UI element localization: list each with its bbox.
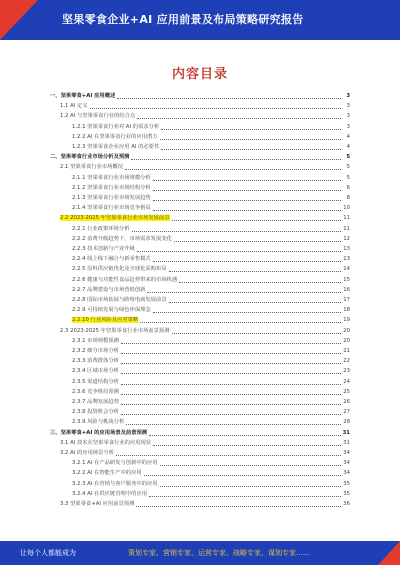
toc-dot-leader [149, 435, 341, 436]
toc-entry-label-text: 2.2.1 行业政策环境分析 [72, 225, 130, 232]
toc-entry-label [50, 388, 119, 397]
footer-bar [0, 541, 400, 565]
toc-dot-leader [153, 312, 341, 313]
toc-entry-label [50, 276, 177, 285]
footer-accent-triangle [378, 541, 400, 565]
toc-dot-leader [132, 231, 341, 232]
toc-entry-label [50, 143, 159, 152]
toc-entry[interactable] [50, 398, 350, 407]
toc-entry-label [50, 469, 142, 478]
toc-entry-label-text: 1.1 AI 定义 [60, 103, 88, 110]
toc-entry[interactable] [50, 296, 350, 305]
header-accent-triangle [0, 0, 38, 40]
toc-entry[interactable] [50, 327, 350, 336]
toc-entry-page: 15 [343, 276, 350, 283]
toc-entry-label [50, 286, 145, 295]
toc-dot-leader [144, 475, 341, 476]
toc-entry[interactable] [50, 112, 350, 121]
toc-entry-label-text: 2.3.9 风险与挑战分析 [72, 419, 125, 426]
toc-entry[interactable] [50, 357, 350, 366]
toc-dot-leader [131, 159, 341, 160]
toc-entry-label-text: 三、坚果零食+AI 的应用场景及前景预测 [50, 429, 148, 436]
toc-entry-page: 4 [346, 133, 350, 140]
toc-entry-label-text: 1.2.2 AI 在坚果零食行业的应用潜力 [72, 133, 158, 140]
toc-entry-label-text: 2.1.3 坚果零食行业市场发展趋势 [72, 195, 151, 201]
toc-entry-label [50, 112, 135, 121]
toc-entry-label-text: 2.2.7 品牌建设与市场营销创新 [72, 286, 146, 293]
toc-entry-label-text: 2.3.8 投资机会分析 [72, 409, 119, 416]
toc-entry-label [50, 194, 151, 203]
toc-dot-leader [137, 118, 341, 119]
toc-entry-page: 17 [343, 297, 350, 303]
toc-entry-label [50, 398, 119, 407]
toc-entry[interactable] [50, 102, 350, 111]
toc-dot-leader [136, 506, 341, 507]
toc-dot-leader [121, 404, 341, 405]
toc-entry-label [50, 357, 119, 366]
toc-entry[interactable] [50, 418, 350, 427]
toc-entry-label [50, 245, 135, 254]
toc-heading: 内容目录 [171, 67, 228, 82]
toc-entry-label-text: 2.3.2 细分市场分析 [72, 348, 119, 354]
toc-entry-label-text: 1.2 AI 与坚果零食行业的结合点 [60, 113, 136, 120]
toc-dot-leader [172, 220, 341, 221]
toc-entry-page: 3 [346, 113, 350, 120]
toc-entry-label [50, 255, 151, 264]
toc-dot-leader [117, 98, 341, 99]
toc-dot-leader [121, 373, 341, 374]
toc-entry-label-text: 2.3 2023-2025 年坚果零食行业市场前景预测 [60, 327, 170, 334]
toc-entry-label-text: 2.2.3 技术创新与产业升级 [72, 246, 135, 252]
toc-entry-label [50, 439, 151, 448]
toc-entry-label-text: 1.2.1 坚果零食行业对 AI 的需求分析 [72, 123, 160, 130]
toc-entry-label [50, 174, 151, 183]
toc-entry-page: 31 [342, 429, 350, 436]
toc-entry[interactable] [50, 92, 350, 101]
toc-entry-page: 34 [343, 460, 350, 467]
toc-entry-page: 36 [343, 501, 350, 507]
toc-entry-label-text: 二、坚果零食行业市场分析及预测 [50, 154, 130, 161]
toc-dot-leader [153, 445, 341, 446]
toc-dot-leader [140, 322, 341, 323]
toc-entry-page: 8 [346, 195, 350, 201]
toc-entry[interactable] [50, 490, 350, 499]
toc-entry-label [50, 225, 130, 234]
toc-dot-leader [116, 455, 341, 456]
toc-entry-label [50, 408, 119, 417]
toc-entry-label-text: 2.2.4 线上线下融合与新零售模式 [72, 256, 151, 263]
toc-entry-label [50, 367, 119, 376]
toc-entry-label-text: 2.2.5 原料供应链优化及全球化采购布局 [72, 266, 167, 273]
toc-entry[interactable] [50, 306, 350, 315]
toc-entry-page: 24 [343, 378, 350, 385]
toc-entry-page: 19 [343, 317, 350, 324]
toc-dot-leader [172, 333, 341, 334]
toc-entry-page: 5 [346, 164, 350, 171]
toc-entry-label [50, 214, 170, 223]
toc-entry-label [50, 92, 115, 101]
toc-entry-page: 34 [343, 450, 350, 456]
toc-entry[interactable] [50, 388, 350, 397]
toc-dot-leader [174, 241, 341, 242]
toc-entry[interactable] [50, 204, 350, 213]
toc-entry[interactable] [50, 429, 350, 438]
toc-entry[interactable] [50, 449, 350, 458]
toc-dot-leader [153, 210, 341, 211]
toc-entry-label [50, 163, 123, 172]
toc-entry-label-text: 3.3 坚果零食+AI 应用前景预测 [60, 501, 135, 507]
toc-entry-label [50, 500, 134, 509]
toc-dot-leader [160, 139, 341, 140]
toc-entry[interactable] [50, 337, 350, 346]
toc-entry[interactable] [50, 123, 350, 132]
toc-entry-page: 31 [343, 439, 350, 446]
toc-entry-page: 23 [343, 368, 350, 375]
toc-entry-label-text: 2.1 坚果零食行业市场概况 [60, 164, 124, 171]
toc-entry-label-text: 2.3.3 消费群体分析 [72, 358, 119, 365]
toc-entry-page: 18 [343, 307, 350, 314]
toc-entry-label [50, 184, 151, 193]
toc-dot-leader [161, 149, 341, 150]
footer-tags: 策划专家、营销专家、运营专家、战略专家、谋划专家…… [128, 549, 310, 557]
toc-entry-page: 16 [343, 286, 350, 293]
toc-entry-label [50, 480, 158, 489]
toc-entry-label [50, 449, 114, 458]
table-of-contents [50, 92, 350, 512]
toc-entry[interactable] [50, 143, 350, 152]
toc-entry-page: 27 [343, 409, 350, 416]
toc-entry[interactable] [50, 378, 350, 387]
toc-entry-label [50, 378, 119, 387]
toc-entry[interactable] [50, 265, 350, 274]
toc-entry-label-text: 3.2 AI 的应用场景分析 [60, 450, 115, 456]
toc-entry-label-text: 2.1.2 坚果零食行业市场结构分析 [72, 184, 151, 191]
toc-entry[interactable] [50, 316, 350, 325]
toc-entry[interactable] [50, 347, 350, 356]
toc-entry-label-text: 3.2.3 AI 在营销与客户服务中的应用 [72, 480, 158, 487]
toc-entry-page: 14 [343, 266, 350, 273]
toc-entry-page: 3 [346, 123, 350, 130]
toc-entry-label [50, 429, 147, 438]
toc-entry-page: 28 [343, 419, 350, 426]
toc-dot-leader [160, 465, 341, 466]
toc-entry[interactable] [50, 163, 350, 172]
toc-entry-label [50, 347, 119, 356]
toc-entry-label-text: 2.2.6 健康与功能性食品趋势带来的市场机遇 [72, 276, 178, 283]
toc-entry[interactable] [50, 459, 350, 468]
toc-entry[interactable] [50, 500, 350, 509]
toc-entry-label [50, 418, 124, 427]
toc-dot-leader [169, 271, 341, 272]
toc-entry-label [50, 316, 138, 325]
toc-entry-label [50, 123, 159, 132]
toc-entry-page: 3 [346, 93, 350, 99]
toc-entry-page: 34 [343, 470, 350, 477]
toc-entry-page: 20 [343, 337, 350, 344]
toc-entry-label [50, 265, 167, 274]
toc-entry[interactable] [50, 286, 350, 295]
toc-dot-leader [161, 129, 341, 130]
toc-entry[interactable] [50, 245, 350, 254]
toc-entry[interactable] [50, 408, 350, 417]
toc-entry-label-text: 2.3.5 渠道结构分析 [72, 378, 119, 385]
toc-dot-leader [169, 302, 341, 303]
toc-entry-label [50, 102, 88, 111]
toc-entry-label-text: 2.1.1 坚果零食行业市场规模分析 [72, 174, 151, 181]
toc-dot-leader [121, 394, 341, 395]
toc-entry-page: 26 [343, 399, 350, 405]
toc-entry-page: 11 [343, 215, 350, 222]
toc-dot-leader [126, 424, 341, 425]
toc-entry[interactable] [50, 174, 350, 183]
toc-dot-leader [147, 292, 341, 293]
toc-dot-leader [121, 353, 341, 354]
toc-entry-page: 13 [343, 256, 350, 263]
toc-entry-label-text: 2.3.4 区域市场分析 [72, 368, 119, 375]
toc-entry-label [50, 459, 158, 468]
toc-entry[interactable] [50, 133, 350, 142]
toc-entry-page: 4 [346, 144, 350, 150]
toc-entry-page: 35 [343, 480, 350, 487]
toc-dot-leader [137, 251, 341, 252]
toc-entry[interactable] [50, 153, 350, 162]
toc-entry-label [50, 296, 167, 305]
toc-entry-page: 35 [343, 490, 350, 497]
toc-entry-label-text: 2.3.7 品牌发展趋势 [72, 399, 119, 405]
toc-entry-label [50, 133, 158, 142]
toc-entry-page: 5 [346, 174, 350, 181]
toc-entry-label [50, 204, 151, 213]
toc-entry[interactable] [50, 439, 350, 448]
toc-dot-leader [153, 261, 341, 262]
toc-entry-label [50, 306, 151, 315]
toc-entry-page: 22 [343, 358, 350, 365]
toc-entry-label-text: 2.2.10 行业风险及应对策略 [72, 317, 139, 324]
toc-entry[interactable] [50, 235, 350, 244]
toc-entry-page: 12 [343, 235, 350, 242]
header-bar [0, 0, 400, 40]
toc-entry-page: 25 [343, 388, 350, 395]
toc-entry[interactable] [50, 255, 350, 264]
toc-entry-label-text: 2.1.4 坚果零食行业市场竞争格局 [72, 205, 151, 212]
toc-entry-label-text: 2.2.9 可持续发展与绿色环保理念 [72, 307, 151, 314]
toc-entry-page: 20 [343, 327, 350, 334]
toc-entry-page: 6 [346, 184, 350, 191]
toc-entry-label-text: 3.1 AI 技术在坚果零食行业的应用现状 [60, 439, 152, 446]
toc-entry-page: 13 [343, 246, 350, 252]
toc-entry-label-text: 2.2 2023-2025 年坚果零食行业市场发展前景 [60, 215, 170, 222]
toc-entry-label [50, 337, 119, 346]
toc-dot-leader [121, 384, 341, 385]
toc-entry[interactable] [50, 480, 350, 489]
toc-entry-label-text: 2.2.8 国际市场拓展与跨境电商发展前景 [72, 297, 167, 303]
toc-entry-label-text: 2.3.1 市场规模预测 [72, 337, 119, 344]
toc-entry-label-text: 3.2.2 AI 在智能生产中的应用 [72, 470, 142, 477]
toc-dot-leader [153, 190, 341, 191]
document-title: 坚果零食企业+AI 应用前景及布局策略研究报告 [62, 13, 304, 26]
toc-entry-page: 5 [346, 154, 350, 161]
toc-dot-leader [125, 169, 341, 170]
toc-dot-leader [121, 343, 341, 344]
toc-entry-label [50, 490, 147, 499]
toc-dot-leader [121, 414, 341, 415]
toc-entry-label-text: 2.2.2 消费升级趋势下，市场需求发展变化 [72, 235, 172, 242]
toc-entry-page: 3 [346, 103, 350, 110]
toc-entry[interactable] [50, 276, 350, 285]
toc-entry[interactable] [50, 367, 350, 376]
toc-entry-page: 10 [343, 205, 350, 212]
toc-dot-leader [149, 496, 341, 497]
toc-entry[interactable] [50, 469, 350, 478]
toc-entry-label [50, 327, 170, 336]
toc-entry[interactable] [50, 184, 350, 193]
toc-entry-page: 11 [343, 225, 350, 232]
toc-entry-label-text: 2.3.6 竞争格局预测 [72, 388, 119, 395]
toc-dot-leader [160, 486, 341, 487]
toc-entry-label-text: 一、坚果零食+AI 应用概述 [50, 93, 116, 99]
toc-dot-leader [153, 180, 341, 181]
toc-entry[interactable] [50, 225, 350, 234]
toc-dot-leader [153, 200, 341, 201]
toc-entry-label [50, 235, 172, 244]
toc-entry-label-text: 1.2.3 坚果零食企业应用 AI 的必要性 [72, 144, 160, 150]
toc-dot-leader [121, 363, 341, 364]
toc-entry[interactable] [50, 194, 350, 203]
toc-dot-leader [90, 108, 341, 109]
toc-entry-label-text: 3.2.1 AI 在产品研发与创新中的应用 [72, 460, 158, 467]
toc-dot-leader [179, 282, 341, 283]
toc-entry-label [50, 153, 129, 162]
toc-entry[interactable] [50, 214, 350, 223]
toc-entry-label-text: 3.2.4 AI 在供应链管理中的应用 [72, 490, 148, 497]
footer-slogan: 让每个人都能成为 [20, 549, 76, 557]
toc-entry-page: 21 [343, 348, 350, 354]
